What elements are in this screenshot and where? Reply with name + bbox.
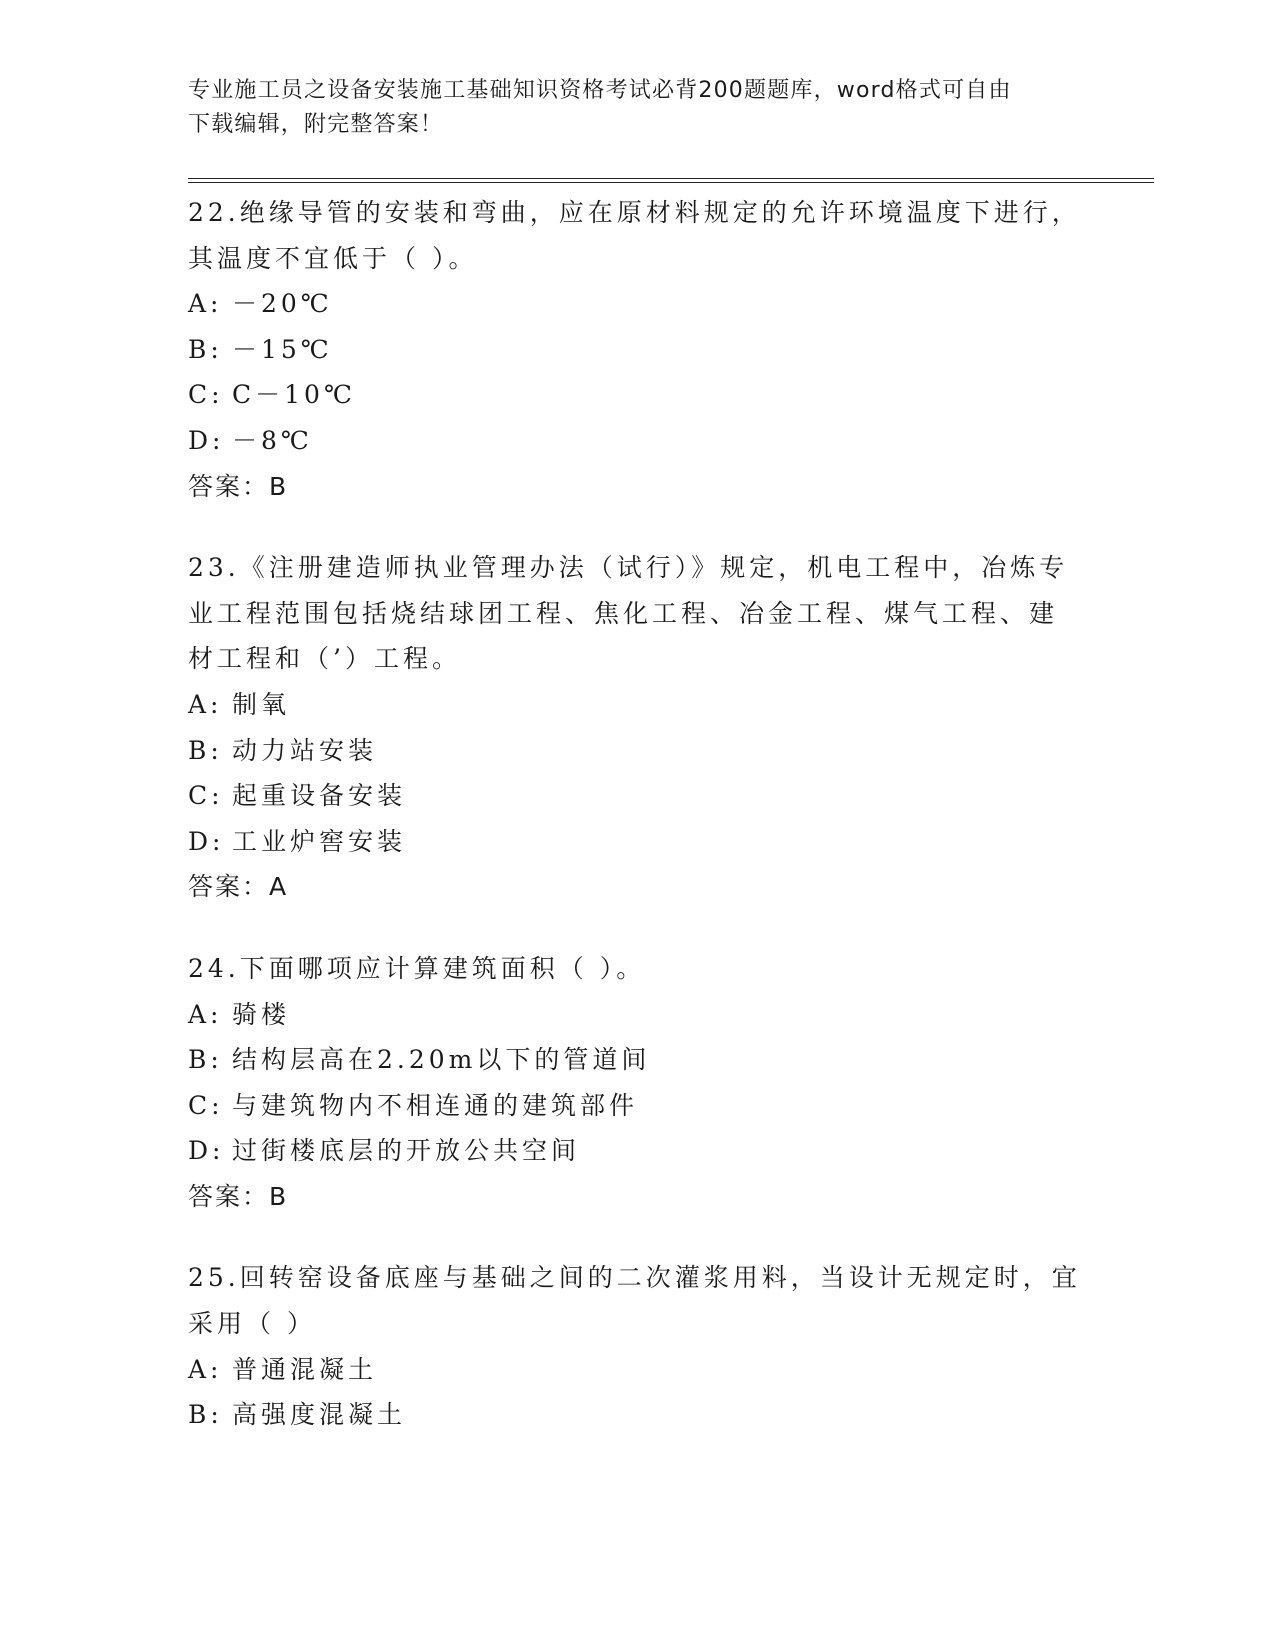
question-text-line: 23.《注册建造师执业管理办法（试行）》规定，机电工程中，冶炼专: [188, 553, 1069, 583]
question-text: [188, 190, 1088, 281]
option-letter: A:: [188, 999, 223, 1029]
option-letter: B:: [188, 1400, 223, 1430]
option-letter: B:: [188, 1045, 223, 1075]
option-letter: C:: [188, 1090, 224, 1120]
option-b: [188, 327, 1088, 373]
answer-line: 答案：B: [188, 471, 289, 501]
option-text: 动力站安装: [232, 735, 378, 765]
question-text: [188, 545, 1088, 682]
answer-line: 答案：B: [188, 1181, 289, 1211]
option-a: [188, 992, 1088, 1038]
option-letter: B:: [188, 334, 223, 364]
option-letter: D:: [188, 425, 225, 455]
option-letter: A:: [188, 689, 223, 719]
question-22: [188, 190, 1088, 509]
question-list: [188, 190, 1088, 1474]
option-text: 高强度混凝土: [232, 1400, 407, 1430]
question-text-line: 其温度不宜低于（ ）。: [188, 243, 478, 273]
question-text: [188, 946, 1088, 992]
header-line-2: 下载编辑，附完整答案！: [188, 112, 444, 137]
question-text-line: 材工程和（’）工程。: [188, 644, 461, 674]
answer-line: 答案：A: [188, 872, 289, 902]
option-a: [188, 682, 1088, 728]
question-text-line: 采用（ ）: [188, 1309, 316, 1339]
header-line-1: 专业施工员之设备安装施工基础知识资格考试必背200题题库，word格式可自由: [188, 78, 1012, 103]
option-text: 与建筑物内不相连通的建筑部件: [232, 1090, 639, 1120]
question-text-line: 业工程范围包括烧结球团工程、焦化工程、冶金工程、煤气工程、建: [188, 598, 1059, 628]
option-letter: D:: [188, 1136, 225, 1166]
option-text: －8℃: [232, 425, 313, 455]
option-text: 结构层高在2.20m以下的管道间: [232, 1045, 651, 1075]
option-letter: C:: [188, 781, 224, 811]
option-text: 制氧: [232, 689, 291, 719]
option-a: [188, 1347, 1088, 1393]
option-text: 骑楼: [232, 999, 291, 1029]
option-text: －15℃: [232, 334, 333, 364]
option-letter: A:: [188, 1354, 223, 1384]
option-c: [188, 773, 1088, 819]
option-b: [188, 1037, 1088, 1083]
option-c: [188, 372, 1088, 418]
option-text: C－10℃: [232, 380, 356, 410]
option-text: 工业炉窖安装: [232, 826, 407, 856]
option-text: 起重设备安装: [232, 781, 407, 811]
question-23: [188, 545, 1088, 910]
option-d: [188, 1128, 1088, 1174]
option-text: －20℃: [232, 289, 333, 319]
header-rule-top: [188, 178, 1154, 179]
header-rule-bottom: [188, 182, 1154, 183]
question-text: [188, 1255, 1088, 1346]
option-d: [188, 418, 1088, 464]
question-24: [188, 946, 1088, 1220]
question-text-line: 22.绝缘导管的安装和弯曲，应在原材料规定的允许环境温度下进行，: [188, 198, 1081, 227]
question-text-line: 24.下面哪项应计算建筑面积（ ）。: [188, 953, 646, 983]
question-25: [188, 1255, 1088, 1437]
option-c: [188, 1083, 1088, 1129]
option-letter: D:: [188, 826, 225, 856]
option-a: [188, 281, 1088, 327]
option-b: [188, 1392, 1088, 1438]
option-letter: C:: [188, 380, 224, 410]
option-text: 普通混凝土: [232, 1354, 378, 1384]
option-letter: A:: [188, 289, 223, 319]
question-text-line: 25.回转窑设备底座与基础之间的二次灌浆用料，当设计无规定时，宜: [188, 1263, 1081, 1293]
option-d: [188, 819, 1088, 865]
option-b: [188, 728, 1088, 774]
option-text: 过街楼底层的开放公共空间: [232, 1136, 581, 1166]
document-header: [188, 74, 1088, 142]
option-letter: B:: [188, 735, 223, 765]
